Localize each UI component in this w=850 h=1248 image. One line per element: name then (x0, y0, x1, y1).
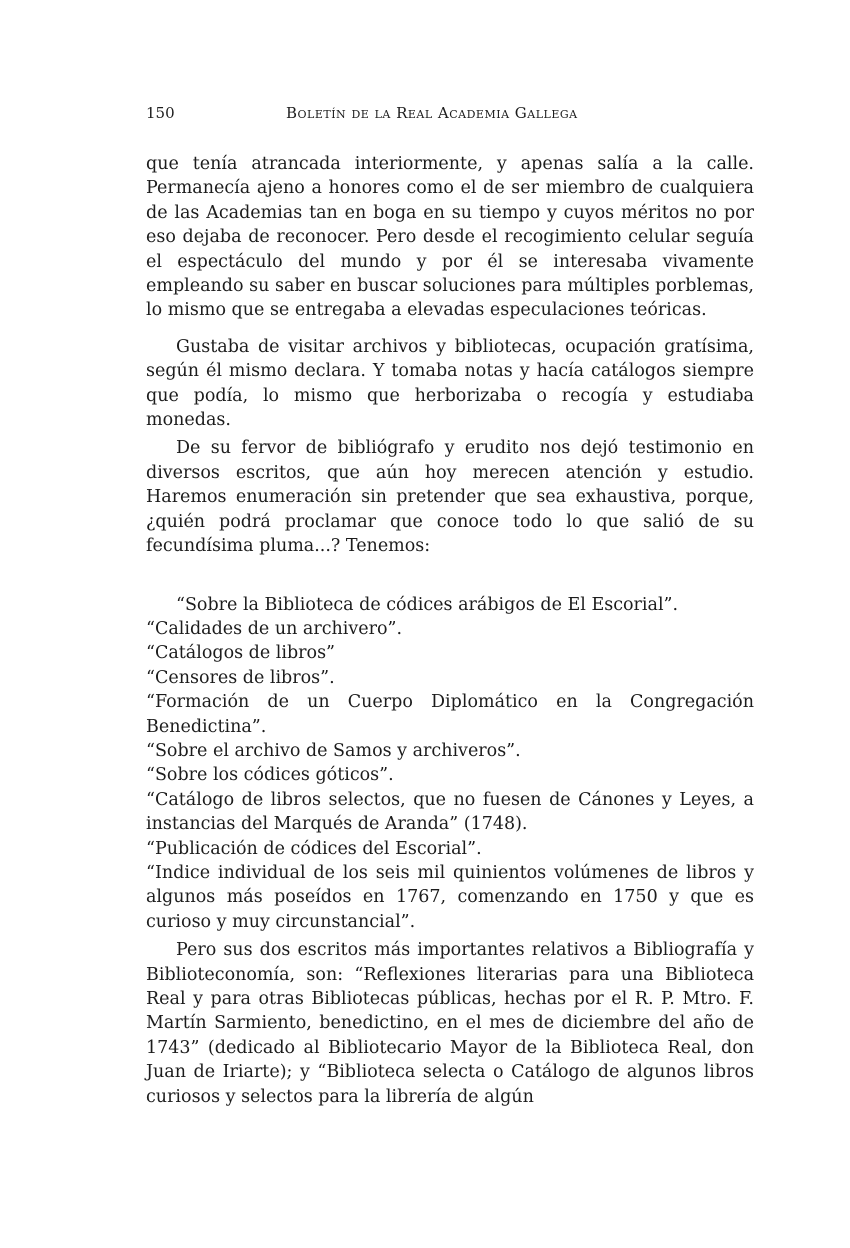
page-number: 150 (146, 104, 175, 122)
works-list (146, 593, 754, 935)
paragraph: Pero sus dos escritos más importantes relativos a Bibliografía y Biblioteconomía, son: “Reflexiones literarias para una Biblioteca Real y para otras Bibliotecas públicas, hechas por el R. P. Mtro. F. Martín Sarmiento, benedictino, en el mes de diciembre del año de 1743” (dedicado al Bibliotecario Mayor de la Biblioteca Real, don Juan de Iriarte); y “Biblioteca selecta o Catálogo de algunos libros curiosos y selectos para la librería de algún (146, 940, 754, 1107)
paragraph: que tenía atrancada interiormente, y apenas salía a la calle. Permanecía ajeno a honores como el de ser miembro de cualquiera de las Academias tan en boga en su tiempo y cuyos méritos no por eso dejaba de reconocer. Pero desde el recogimiento celular seguía el espectáculo del mundo y por él se interesaba vivamente empleando su saber en buscar soluciones para múltiples porblemas, lo mismo que se entregaba a elevadas especulaciones teóricas. (146, 154, 754, 321)
list-item: “Sobre el archivo de Samos y archiveros”. (146, 740, 521, 761)
list-item: “Catálogos de libros” (146, 643, 335, 664)
list-item: “Catálogo de libros selectos, que no fuesen de Cánones y Leyes, a instancias del Marqués de Aranda” (1748). (146, 789, 754, 835)
running-title: Boletín de la Real Academia Gallega (286, 104, 578, 122)
page-header (146, 104, 754, 128)
list-item: “Formación de un Cuerpo Diplomático en la Congregación Benedictina”. (146, 692, 754, 737)
list-item: “Indice individual de los seis mil quinientos volúmenes de libros y algunos más poseídos en 1767, comenzando en 1750 y que es curioso y muy circunstancial”. (146, 862, 754, 932)
list-item: “Calidades de un archivero”. (146, 618, 403, 639)
list-item: “Sobre los códices góticos”. (146, 765, 394, 786)
list-item: “Censores de libros”. (146, 667, 335, 688)
paragraph: Gustaba de visitar archivos y bibliotecas, ocupación gratísima, según él mismo declara. Y tomaba notas y hacía catálogos siempre que podía, lo mismo que herborizaba o recogía y estudiaba monedas. (146, 336, 754, 431)
paragraph: De su fervor de bibliógrafo y erudito nos dejó testimonio en diversos escritos, que aún hoy merecen atención y estudio. Haremos enumeración sin pretender que sea exhaustiva, porque, ¿quién podrá proclamar que conoce todo lo que salió de su fecundísima pluma...? Tenemos: (146, 438, 754, 557)
body-text (146, 152, 754, 1109)
list-item: “Sobre la Biblioteca de códices arábigos de El Escorial”. (176, 594, 679, 615)
list-item: “Publicación de códices del Escorial”. (146, 838, 482, 859)
